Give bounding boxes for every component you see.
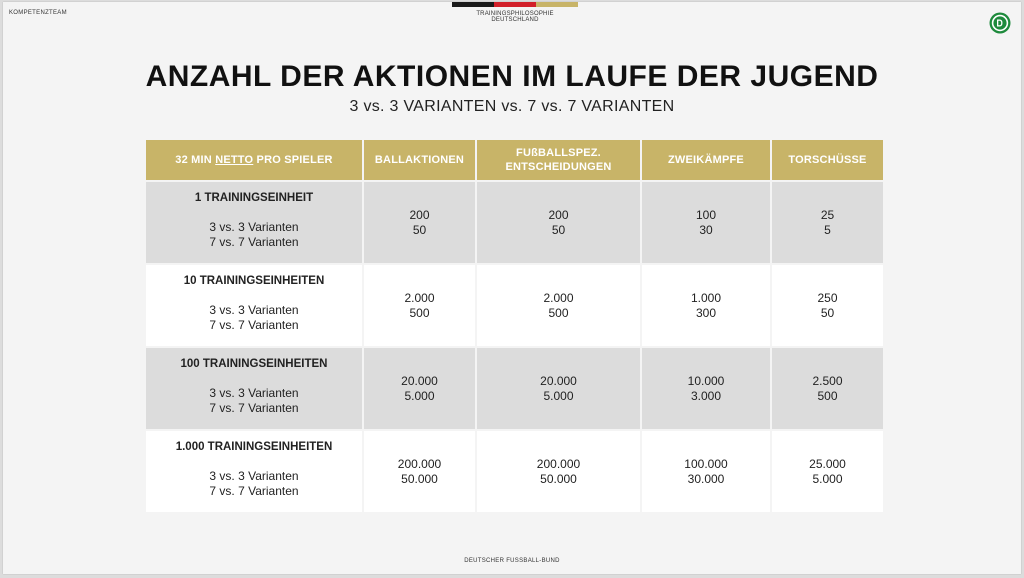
column-header-duration-pre: 32 MIN [175,154,216,166]
column-header-duration [145,139,363,181]
row-unit-label: 1 TRAININGSEINHEIT [194,192,314,204]
column-header-zweikaempfe: ZWEIKÄMPFE [641,139,771,181]
cell-ballaktionen [363,264,476,347]
value-3v3: 200 [409,207,430,222]
column-header-entscheidungen [476,139,641,181]
value-7v7: 500 [409,305,430,320]
value-7v7: 50.000 [401,471,438,486]
cell-ballaktionen [363,430,476,513]
row-unit-label: 100 TRAININGSEINHEITEN [180,358,328,370]
flag-gold [536,2,578,7]
table-header-row [145,139,884,181]
row-variant-1: 3 vs. 3 Varianten [209,386,299,400]
value-3v3: 25 [820,207,835,222]
value-3v3: 100.000 [684,456,728,471]
column-header-entscheidungen-l1: FUßBALLSPEZ. [516,147,601,159]
value-3v3: 20.000 [540,373,577,388]
value-3v3: 100 [695,207,717,222]
cell-torschuesse [771,430,884,513]
row-variant-2: 7 vs. 7 Varianten [209,484,299,498]
row-variant-2: 7 vs. 7 Varianten [209,401,299,415]
value-7v7: 5.000 [404,388,435,403]
actions-table [144,138,885,514]
cell-zweikaempfe [641,264,771,347]
row-variant-1: 3 vs. 3 Varianten [209,469,299,483]
value-3v3: 250 [817,290,838,305]
row-variant-2: 7 vs. 7 Varianten [209,235,299,249]
value-7v7: 3.000 [690,388,722,403]
value-3v3: 2.000 [404,290,435,305]
column-header-netto: NETTO [215,154,254,166]
footer-label: DEUTSCHER FUSSBALL-BUND [464,558,560,564]
value-3v3: 2.000 [543,290,574,305]
value-3v3: 10.000 [687,373,725,388]
header-left-label: KOMPETENZTEAM [9,10,67,16]
value-7v7: 5.000 [543,388,574,403]
flag-stripe [452,2,578,7]
cell-entscheidungen [476,181,641,264]
table-row [145,430,884,513]
value-7v7: 50 [820,305,835,320]
value-7v7: 50.000 [540,471,577,486]
row-label-cell [145,430,363,513]
header-center-label: TRAININGSPHILOSOPHIE DEUTSCHLAND [476,11,554,23]
cell-zweikaempfe [641,430,771,513]
column-header-torschuesse: TORSCHÜSSE [771,139,884,181]
cell-torschuesse [771,181,884,264]
row-unit-label: 1.000 TRAININGSEINHEITEN [175,441,333,453]
cell-entscheidungen [476,264,641,347]
cell-torschuesse [771,264,884,347]
value-7v7: 5.000 [812,471,843,486]
flag-black [452,2,494,7]
row-variant-1: 3 vs. 3 Varianten [209,303,299,317]
cell-entscheidungen [476,347,641,430]
cell-entscheidungen [476,430,641,513]
value-7v7: 30 [699,222,713,237]
value-3v3: 25.000 [809,456,846,471]
row-label-cell [145,264,363,347]
row-label-cell [145,181,363,264]
value-3v3: 200.000 [536,456,581,471]
value-3v3: 1.000 [690,290,722,305]
column-header-entscheidungen-l2: ENTSCHEIDUNGEN [505,161,612,173]
row-variant-1: 3 vs. 3 Varianten [209,220,299,234]
row-variant-2: 7 vs. 7 Varianten [209,318,299,332]
column-header-duration-post: PRO SPIELER [253,154,333,166]
page-title: ANZAHL DER AKTIONEN IM LAUFE DER JUGEND [145,60,879,93]
cell-zweikaempfe [641,181,771,264]
cell-torschuesse [771,347,884,430]
row-unit-label: 10 TRAININGSEINHEITEN [183,275,325,287]
value-3v3: 20.000 [401,373,438,388]
slide [3,2,1021,574]
table-row [145,181,884,264]
value-7v7: 5 [824,222,831,237]
cell-zweikaempfe [641,347,771,430]
value-7v7: 500 [548,305,569,320]
column-header-ballaktionen: BALLAKTIONEN [363,139,476,181]
value-3v3: 200 [548,207,569,222]
flag-red [494,2,536,7]
value-7v7: 30.000 [687,471,725,486]
value-7v7: 500 [817,388,838,403]
value-3v3: 2.500 [812,373,843,388]
value-7v7: 50 [551,222,566,237]
value-7v7: 50 [412,222,427,237]
table-row [145,264,884,347]
value-7v7: 300 [695,305,717,320]
value-3v3: 200.000 [397,456,442,471]
page-subtitle: 3 vs. 3 VARIANTEN vs. 7 vs. 7 VARIANTEN [349,98,675,115]
row-label-cell [145,347,363,430]
cell-ballaktionen [363,347,476,430]
table-row [145,347,884,430]
cell-ballaktionen [363,181,476,264]
dfb-logo-icon [989,12,1011,34]
